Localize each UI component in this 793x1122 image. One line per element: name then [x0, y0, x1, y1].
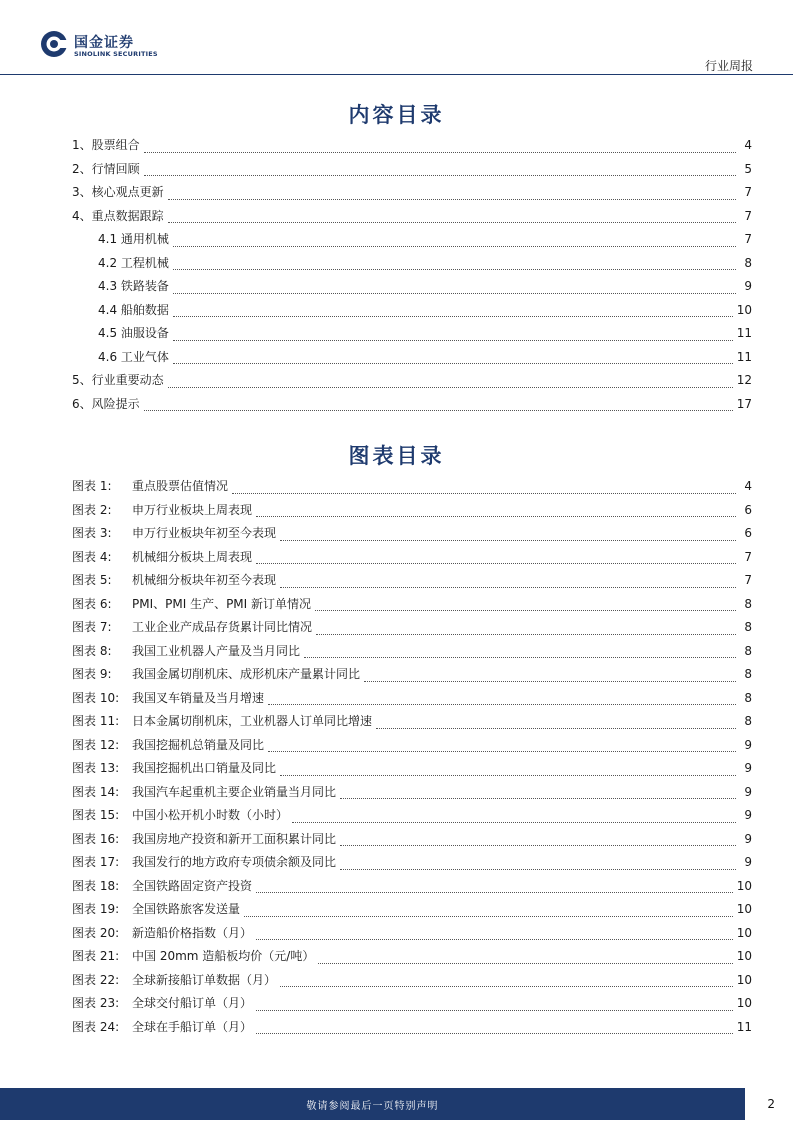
- figure-entry[interactable]: [72, 665, 752, 689]
- figure-title: 工业企业产成品存货累计同比情况: [132, 620, 313, 634]
- figure-title: 我国金属切削机床、成形机床产量累计同比: [132, 667, 361, 681]
- dot-leader: [144, 174, 736, 176]
- contents-entry[interactable]: [72, 160, 752, 184]
- dot-leader: [340, 844, 736, 846]
- figure-number: 图表 2:: [72, 502, 112, 517]
- entry-page-number: 10: [736, 996, 752, 1010]
- dot-leader: [268, 750, 736, 752]
- figure-number: 图表 6:: [72, 596, 112, 611]
- figure-number: 图表 22:: [72, 972, 120, 987]
- figure-title: 全国铁路旅客发送量: [132, 902, 241, 916]
- contents-entry[interactable]: [72, 183, 752, 207]
- entry-page-number: 10: [736, 925, 752, 940]
- dot-leader: [280, 774, 736, 776]
- footer-disclaimer: 敬请参阅最后一页特别声明: [306, 1101, 439, 1112]
- figures-list: [72, 477, 752, 1041]
- figure-entry[interactable]: [72, 524, 752, 548]
- figure-title: 中国 20mm 造船板均价（元/吨）: [132, 949, 315, 963]
- entry-page-number: 8: [744, 690, 752, 705]
- figure-number: 图表 19:: [72, 902, 120, 916]
- header-divider: [0, 74, 793, 75]
- figure-entry[interactable]: [72, 595, 752, 619]
- figure-number: 图表 11:: [72, 714, 120, 728]
- entry-page-number: 10: [736, 302, 752, 317]
- dot-leader: [144, 151, 736, 153]
- contents-label: 2、行情回顾: [72, 161, 140, 176]
- contents-entry[interactable]: [72, 371, 752, 395]
- contents-label: 1、股票组合: [72, 138, 140, 152]
- figure-number: 图表 1:: [72, 479, 112, 493]
- entry-page-number: 11: [736, 349, 752, 364]
- figure-entry[interactable]: [72, 924, 752, 948]
- entry-page-number: 17: [736, 396, 752, 411]
- dot-leader: [340, 868, 736, 870]
- dot-leader: [364, 680, 736, 682]
- figure-number: 图表 23:: [72, 996, 120, 1010]
- figure-title: 全球在手船订单（月）: [132, 1019, 253, 1034]
- contents-label: 4.1 通用机械: [98, 232, 169, 246]
- figure-title: 中国小松开机小时数（小时）: [132, 808, 289, 822]
- figure-entry[interactable]: [72, 642, 752, 666]
- dot-leader: [144, 409, 733, 411]
- dot-leader: [280, 985, 733, 987]
- entry-page-number: 10: [736, 878, 752, 893]
- figure-title: 全球新接船订单数据（月）: [132, 972, 277, 987]
- contents-label: 4.3 铁路装备: [98, 279, 169, 293]
- figure-title: 我国工业机器人产量及当月同比: [132, 643, 301, 658]
- dot-leader: [256, 891, 733, 893]
- entry-page-number: 7: [744, 185, 752, 199]
- entry-page-number: 8: [744, 596, 752, 611]
- figure-entry[interactable]: [72, 712, 752, 736]
- figure-entry[interactable]: [72, 736, 752, 760]
- footer-bar: [0, 1088, 745, 1120]
- figure-number: 图表 9:: [72, 667, 112, 681]
- figure-entry[interactable]: [72, 853, 752, 877]
- contents-label: 4.5 油服设备: [98, 326, 169, 340]
- dot-leader: [256, 1032, 733, 1034]
- entry-page-number: 9: [744, 831, 752, 846]
- page-number: 2: [767, 1097, 775, 1111]
- figure-title: 我国叉车销量及当月增速: [132, 690, 265, 705]
- figure-number: 图表 13:: [72, 761, 120, 775]
- figure-number: 图表 17:: [72, 855, 120, 869]
- figure-number: 图表 24:: [72, 1019, 120, 1034]
- entry-page-number: 8: [744, 255, 752, 270]
- entry-page-number: 4: [744, 138, 752, 152]
- figure-title: 日本金属切削机床，工业机器人订单同比增速: [132, 714, 373, 728]
- dot-leader: [173, 245, 736, 247]
- dot-leader: [280, 586, 736, 588]
- figure-entry[interactable]: [72, 806, 752, 830]
- figure-number: 图表 16:: [72, 831, 120, 846]
- figure-title: 我国汽车起重机主要企业销量当月同比: [132, 784, 337, 799]
- dot-leader: [268, 703, 736, 705]
- figure-title: 机械细分板块上周表现: [132, 549, 253, 564]
- entry-page-number: 10: [736, 972, 752, 987]
- entry-page-number: 10: [736, 949, 752, 963]
- dot-leader: [256, 515, 736, 517]
- contents-label: 3、核心观点更新: [72, 185, 164, 199]
- figure-title: PMI、PMI 生产、PMI 新订单情况: [132, 596, 312, 611]
- figure-entry[interactable]: [72, 1018, 752, 1042]
- figure-entry[interactable]: [72, 994, 752, 1018]
- figure-number: 图表 4:: [72, 549, 112, 564]
- dot-leader: [256, 938, 733, 940]
- figure-entry[interactable]: [72, 947, 752, 971]
- dot-leader: [173, 362, 733, 364]
- figure-entry[interactable]: [72, 830, 752, 854]
- contents-list: [72, 136, 752, 418]
- dot-leader: [173, 292, 736, 294]
- entry-page-number: 8: [744, 620, 752, 634]
- contents-entry[interactable]: [72, 277, 752, 301]
- contents-label: 4.2 工程机械: [98, 255, 169, 270]
- entry-page-number: 7: [744, 549, 752, 564]
- entry-page-number: 8: [744, 714, 752, 728]
- figure-number: 图表 12:: [72, 737, 120, 752]
- figures-title: 图表目录: [348, 443, 445, 468]
- figure-number: 图表 10:: [72, 690, 120, 705]
- entry-page-number: 9: [744, 761, 752, 775]
- figure-title: 我国挖掘机出口销量及同比: [132, 761, 277, 775]
- entry-page-number: 9: [744, 855, 752, 869]
- figure-entry[interactable]: [72, 689, 752, 713]
- entry-page-number: 6: [744, 526, 752, 540]
- figure-title: 重点股票估值情况: [132, 479, 229, 493]
- contents-entry[interactable]: [72, 136, 752, 160]
- contents-title: 内容目录: [348, 102, 445, 127]
- entry-page-number: 7: [744, 232, 752, 246]
- dot-leader: [304, 656, 736, 658]
- figure-entry[interactable]: [72, 971, 752, 995]
- dot-leader: [292, 821, 736, 823]
- figure-number: 图表 20:: [72, 925, 120, 940]
- figure-entry[interactable]: [72, 571, 752, 595]
- dot-leader: [280, 539, 736, 541]
- entry-page-number: 8: [744, 643, 752, 658]
- contents-entry[interactable]: [72, 324, 752, 348]
- entry-page-number: 11: [736, 1019, 752, 1034]
- contents-entry[interactable]: [72, 207, 752, 231]
- contents-label: 4.4 船舶数据: [98, 302, 169, 317]
- figure-number: 图表 3:: [72, 526, 112, 540]
- logo-chinese-name: 国金证券: [74, 35, 134, 51]
- entry-page-number: 11: [736, 326, 752, 340]
- figure-number: 图表 18:: [72, 878, 120, 893]
- entry-page-number: 6: [744, 502, 752, 517]
- contents-label: 5、行业重要动态: [72, 373, 164, 387]
- entry-page-number: 9: [744, 279, 752, 293]
- dot-leader: [256, 562, 736, 564]
- contents-entry[interactable]: [72, 254, 752, 278]
- figure-number: 图表 5:: [72, 573, 112, 587]
- dot-leader: [256, 1009, 733, 1011]
- dot-leader: [168, 386, 733, 388]
- figure-number: 图表 7:: [72, 620, 112, 634]
- figure-entry[interactable]: [72, 783, 752, 807]
- dot-leader: [316, 633, 736, 635]
- entry-page-number: 12: [736, 373, 752, 387]
- figure-title: 申万行业板块年初至今表现: [132, 526, 277, 540]
- figure-title: 机械细分板块年初至今表现: [132, 573, 277, 587]
- dot-leader: [168, 198, 736, 200]
- dot-leader: [232, 492, 736, 494]
- report-type-label: 行业周报: [704, 59, 753, 73]
- figure-title: 申万行业板块上周表现: [132, 502, 253, 517]
- dot-leader: [173, 268, 736, 270]
- figure-entry[interactable]: [72, 877, 752, 901]
- contents-entry[interactable]: [72, 348, 752, 372]
- figure-title: 全国铁路固定资产投资: [132, 878, 253, 893]
- figure-title: 我国房地产投资和新开工面积累计同比: [132, 831, 337, 846]
- figure-number: 图表 21:: [72, 949, 120, 963]
- entry-page-number: 10: [736, 902, 752, 916]
- figure-number: 图表 14:: [72, 784, 120, 799]
- page-header: [0, 0, 793, 76]
- figure-number: 图表 15:: [72, 808, 120, 822]
- entry-page-number: 9: [744, 784, 752, 799]
- dot-leader: [318, 962, 732, 964]
- figure-entry[interactable]: [72, 759, 752, 783]
- dot-leader: [376, 727, 736, 729]
- entry-page-number: 7: [744, 208, 752, 223]
- dot-leader: [173, 315, 733, 317]
- dot-leader: [315, 609, 736, 611]
- entry-page-number: 8: [744, 667, 752, 681]
- figure-entry[interactable]: [72, 618, 752, 642]
- contents-entry[interactable]: [72, 230, 752, 254]
- dot-leader: [168, 221, 736, 223]
- entry-page-number: 4: [744, 479, 752, 493]
- figure-title: 全球交付船订单（月）: [132, 996, 253, 1010]
- contents-label: 6、风险提示: [72, 396, 140, 411]
- figure-title: 新造船价格指数（月）: [132, 925, 253, 940]
- figure-title: 我国挖掘机总销量及同比: [132, 737, 265, 752]
- entry-page-number: 9: [744, 737, 752, 752]
- entry-page-number: 7: [744, 573, 752, 587]
- contents-entry[interactable]: [72, 301, 752, 325]
- dot-leader: [244, 915, 733, 917]
- entry-page-number: 9: [744, 808, 752, 822]
- contents-label: 4、重点数据跟踪: [72, 208, 164, 223]
- figure-entry[interactable]: [72, 477, 752, 501]
- figure-entry[interactable]: [72, 548, 752, 572]
- figure-entry[interactable]: [72, 501, 752, 525]
- figure-title: 我国发行的地方政府专项债余额及同比: [132, 855, 337, 869]
- sinolink-logo-icon: [40, 30, 68, 58]
- dot-leader: [340, 797, 736, 799]
- figure-entry[interactable]: [72, 900, 752, 924]
- dot-leader: [173, 339, 733, 341]
- figure-number: 图表 8:: [72, 643, 112, 658]
- entry-page-number: 5: [744, 161, 752, 176]
- logo-english-name: SINOLINK SECURITIES: [74, 50, 158, 58]
- contents-label: 4.6 工业气体: [98, 349, 169, 364]
- contents-entry[interactable]: [72, 395, 752, 419]
